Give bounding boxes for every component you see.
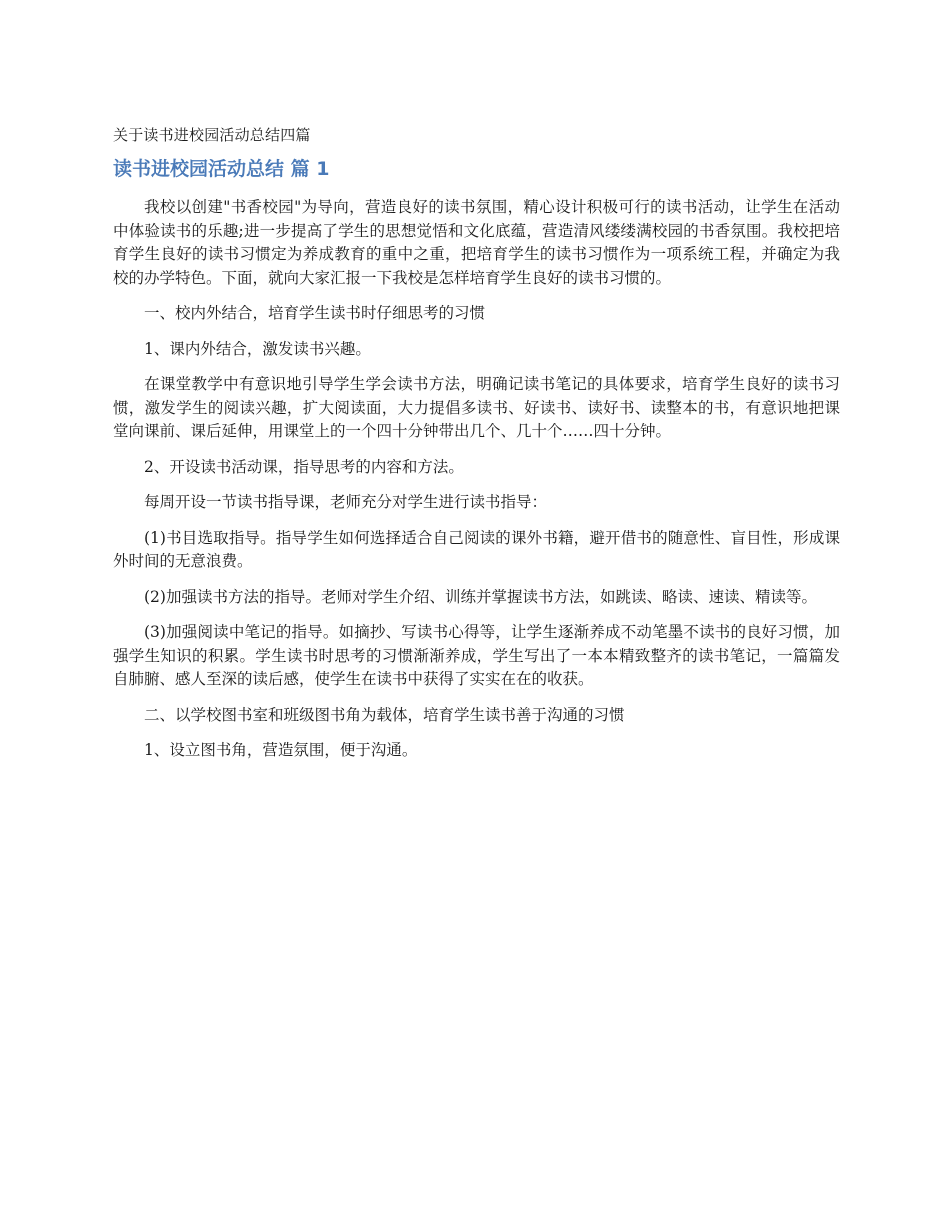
paragraph-list-item-2: (2)加强读书方法的指导。老师对学生介绍、训练并掌握读书方法，如跳读、略读、速读、精读等。 [144, 587, 817, 606]
paragraph-subheading-2-1: 1、设立图书角，营造氛围，便于沟通。 [144, 741, 418, 759]
paragraph-subheading-1-1: 1、课内外结合，激发读书兴趣。 [144, 339, 371, 358]
paragraph-intro: 我校以创建"书香校园"为导向，营造良好的读书氛围，精心设计积极可行的读书活动，让学生在活动中体验读书的乐趣;进一步提高了学生的思想觉悟和文化底蕴，营造清风缕缕满校园的书香氛围。我校把培育学生良好的读书习惯定为养成教育的重中之重，把培育学生的读书习惯作为一项系统工程，并确定为我校的办学特色。下面，就向大家汇报一下我校是怎样培育学生良好的读书习惯的。 [113, 198, 840, 287]
paragraph-body: 每周开设一节读书指导课，老师充分对学生进行读书指导： [144, 493, 548, 511]
paragraph-subheading-1-2: 2、开设读书活动课，指导思考的内容和方法。 [144, 457, 464, 476]
paragraph-body: 在课堂教学中有意识地引导学生学会读书方法，明确记读书笔记的具体要求，培育学生良好的读书习惯，激发学生的阅读兴趣，扩大阅读面，大力提倡多读书、好读书、读好书、读整本的书，有意识地把课堂向课前、课后延伸，用课堂上的一个四十分钟带出几个、几十个……四十分钟。 [113, 375, 840, 440]
document-content [113, 124, 840, 775]
paragraph-list-item-3: (3)加强阅读中笔记的指导。如摘抄、写读书心得等，让学生逐渐养成不动笔墨不读书的良好习惯，加强学生知识的积累。学生读书时思考的习惯渐渐养成，学生写出了一本本精致整齐的读书笔记，一篇篇发自肺腑、感人至深的读后感，使学生在读书中获得了实实在在的收获。 [113, 623, 840, 688]
section-heading: 读书进校园活动总结 篇 1 [113, 158, 330, 180]
paragraph-heading-1: 一、校内外结合，培育学生读书时仔细思考的习惯 [144, 304, 486, 322]
document-title: 关于读书进校园活动总结四篇 [113, 126, 311, 144]
paragraph-heading-2: 二、以学校图书室和班级图书角为载体，培育学生读书善于沟通的习惯 [144, 705, 625, 724]
paragraph-list-item-1: (1)书目选取指导。指导学生如何选择适合自己阅读的课外书籍，避开借书的随意性、盲目性，形成课外时间的无意浪费。 [113, 528, 840, 570]
